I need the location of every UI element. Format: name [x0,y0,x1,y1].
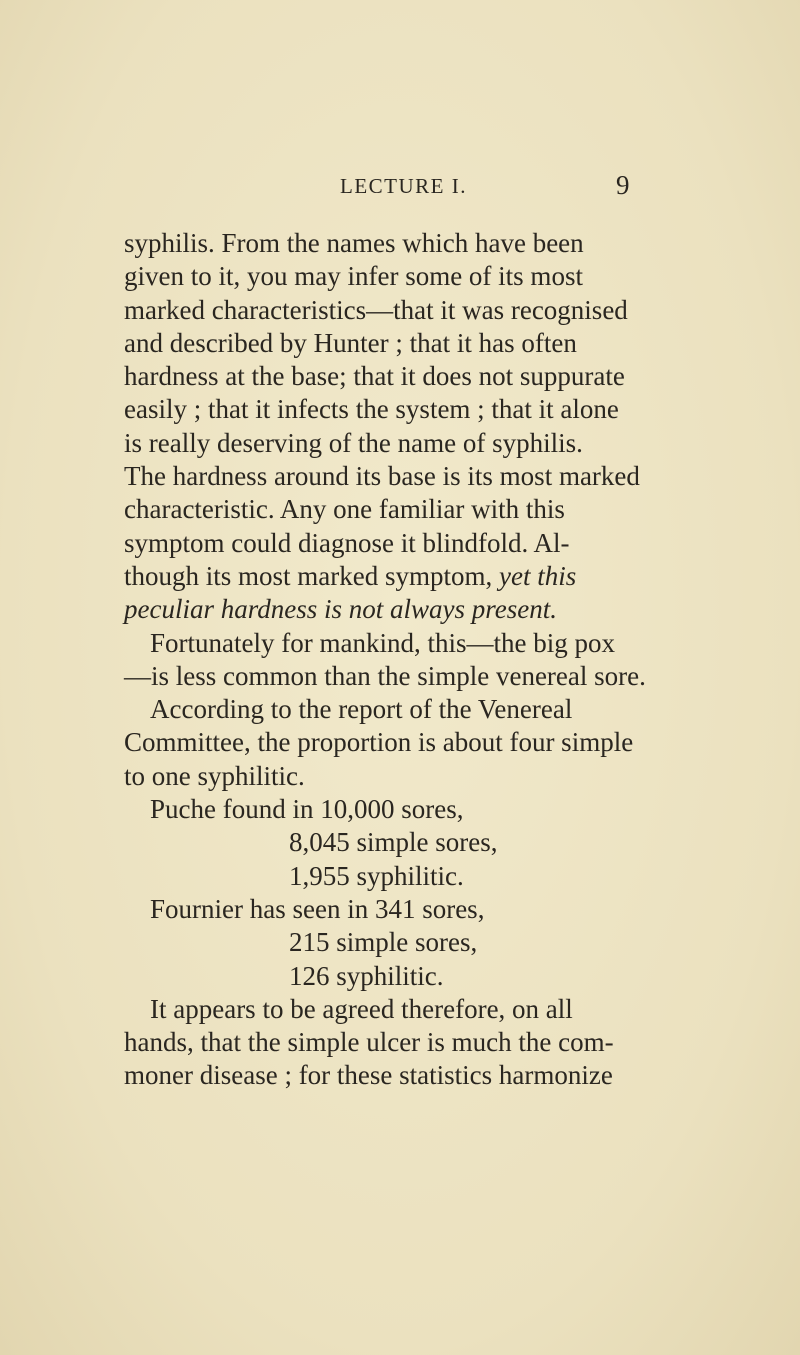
text-line: characteristic. Any one familiar with this [124,494,565,525]
statistics-line: 8,045 simple sores, [289,827,498,858]
paragraph-start-line: It appears to be agreed therefore, on all [150,993,573,1024]
text-line: is really deserving of the name of syphilis. [124,427,583,458]
text-line: moner disease ; for these statistics harmonize [124,1060,613,1091]
page-header [0,170,800,206]
text-line: and described by Hunter ; that it has often [124,327,577,358]
text-line: symptom could diagnose it blindfold. Al- [124,527,570,558]
text-line: hands, that the simple ulcer is much the com- [124,1027,614,1058]
statistics-intro-line: Puche found in 10,000 sores, [150,794,464,825]
text-line: given to it, you may infer some of its most [124,261,583,292]
statistics-intro-line: Fournier has seen in 341 sores, [150,893,485,924]
page-number: 9 [616,170,630,200]
italic-text: yet this [499,560,577,591]
text-line [124,560,664,593]
paragraph-start-line: According to the report of the Venereal [150,694,573,725]
paragraph-start-line: Fortunately for mankind, this—the big pox [150,627,615,658]
text-line: syphilis. From the names which have been [124,228,584,258]
body-text [124,227,664,1093]
statistics-line: 1,955 syphilitic. [289,860,464,891]
text-line: to one syphilitic. [124,760,305,791]
text-line: Committee, the proportion is about four simple [124,727,634,758]
running-head: LECTURE I. [340,174,467,198]
text-span: though its most marked symptom, [124,560,493,591]
statistics-line: 126 syphilitic. [289,960,444,991]
text-line: —is less common than the simple venereal sore. [124,660,646,691]
text-line: marked characteristics—that it was recognised [124,294,628,325]
text-line: The hardness around its base is its most marked [124,461,640,492]
text-line: hardness at the base; that it does not suppurate [124,361,625,392]
italic-line: peculiar hardness is not always present. [124,594,557,625]
text-line: easily ; that it infects the system ; that it alone [124,394,619,425]
statistics-line: 215 simple sores, [289,927,478,958]
